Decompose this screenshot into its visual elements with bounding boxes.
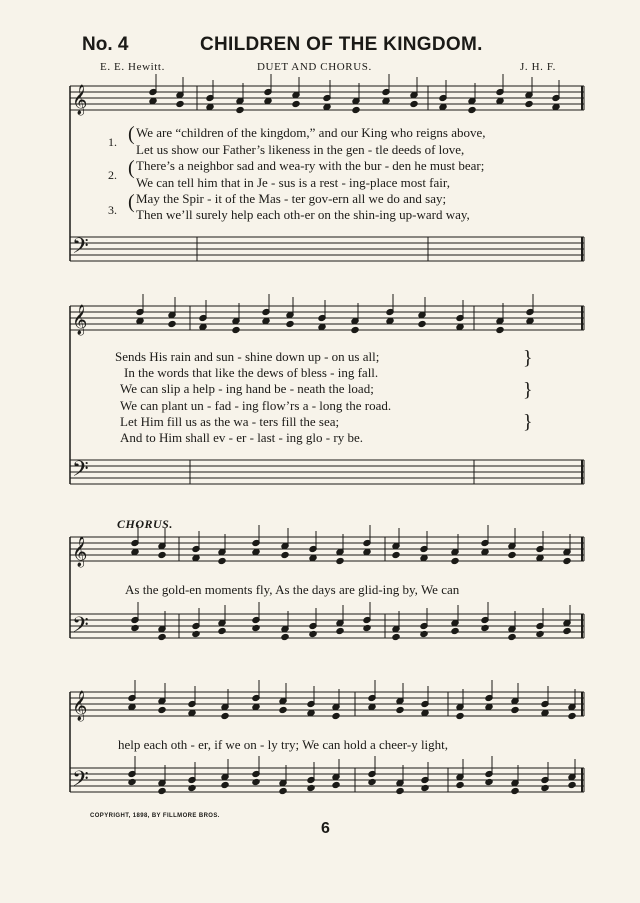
note-head	[536, 554, 544, 561]
note-head	[221, 781, 229, 788]
clef-glyph: 𝄢	[72, 457, 89, 487]
note-head	[568, 712, 576, 719]
verse-brace: (	[128, 157, 135, 179]
verse-line: We are “children of the kingdom,” and our King who reigns above,	[136, 125, 486, 140]
note-head	[131, 548, 139, 555]
note-head	[252, 703, 260, 710]
note-head	[352, 106, 360, 113]
chorus-label: CHORUS.	[117, 517, 173, 531]
note-head	[199, 323, 207, 330]
chorus-lyric-line: As the gold-en moments fly, As the days are glid-ing by, We can	[125, 582, 460, 597]
verse-number-3: 3.	[108, 203, 117, 217]
clef-glyph: 𝄢	[72, 234, 89, 264]
note-head	[336, 557, 344, 564]
note-head	[420, 554, 428, 561]
clef-glyph: 𝄞	[72, 305, 88, 335]
note-head	[368, 703, 376, 710]
note-head	[526, 317, 534, 324]
note-head	[192, 554, 200, 561]
clef-glyph: 𝄞	[72, 537, 88, 567]
verse-brace: }	[523, 379, 533, 401]
note-head	[541, 709, 549, 716]
note-head	[456, 323, 464, 330]
note-head	[439, 103, 447, 110]
note-head	[508, 551, 516, 558]
note-head	[386, 317, 394, 324]
note-head	[351, 326, 359, 333]
note-head	[279, 787, 287, 794]
note-head	[176, 100, 184, 107]
note-head	[252, 548, 260, 555]
note-head	[456, 781, 464, 788]
note-head	[281, 551, 289, 558]
note-head	[508, 633, 516, 640]
note-head	[218, 627, 226, 634]
note-head	[563, 627, 571, 634]
note-head	[158, 787, 166, 794]
note-head	[496, 97, 504, 104]
verse-line: May the Spir - it of the Mas - ter gov-ern all we do and say;	[136, 191, 447, 206]
note-head	[206, 103, 214, 110]
verse-line: Then we’ll surely help each oth-er on the shin-ing up-ward way,	[136, 207, 470, 222]
note-head	[149, 97, 157, 104]
note-head	[481, 548, 489, 555]
arrangement-label: DUET AND CHORUS.	[257, 61, 372, 73]
note-head	[264, 97, 272, 104]
note-head	[485, 703, 493, 710]
verse-line: There’s a neighbor sad and wea-ry with the bur - den he must bear;	[136, 158, 485, 173]
note-head	[496, 326, 504, 333]
clef-glyph: 𝄞	[72, 691, 88, 721]
verse-brace: }	[523, 347, 533, 369]
composer-credit: J. H. F.	[520, 61, 557, 73]
note-head	[221, 712, 229, 719]
note-head	[418, 320, 426, 327]
note-head	[451, 627, 459, 634]
note-head	[396, 787, 404, 794]
note-head	[158, 551, 166, 558]
verse-number-2: 2.	[108, 168, 117, 182]
verse-line: Sends His rain and sun - shine down up - on us all;	[115, 349, 380, 364]
note-head	[511, 706, 519, 713]
note-head	[168, 320, 176, 327]
verse-brace: (	[128, 123, 135, 145]
verse-line: Let Him fill us as the wa - ters fill the sea;	[120, 414, 340, 429]
note-head	[332, 712, 340, 719]
note-head	[323, 103, 331, 110]
verse-line: Let us show our Father’s likeness in the gen - tle deeds of love,	[136, 142, 465, 157]
note-head	[332, 781, 340, 788]
note-head	[421, 709, 429, 716]
note-head	[468, 106, 476, 113]
note-head	[552, 103, 560, 110]
note-head	[158, 633, 166, 640]
note-head	[392, 633, 400, 640]
note-head	[451, 557, 459, 564]
hymn-title: CHILDREN OF THE KINGDOM.	[200, 34, 483, 55]
clef-glyph: 𝄢	[72, 767, 89, 797]
note-head	[568, 781, 576, 788]
verse-line: And to Him shall ev - er - last - ing glo - ry be.	[120, 430, 363, 445]
note-head	[410, 100, 418, 107]
copyright-notice: COPYRIGHT, 1898, BY FILLMORE BROS.	[90, 813, 220, 819]
verse-line: We can slip a help - ing hand be - neath the load;	[120, 381, 374, 396]
note-head	[218, 557, 226, 564]
note-head	[286, 320, 294, 327]
verse-number-1: 1.	[108, 135, 117, 149]
note-head	[292, 100, 300, 107]
verse-line: We can plant un - fad - ing flow’rs a - long the road.	[120, 398, 392, 413]
verse-line: We can tell him that in Je - sus is a rest - ing-place most fair,	[136, 175, 450, 190]
note-head	[511, 787, 519, 794]
note-head	[392, 551, 400, 558]
note-head	[128, 703, 136, 710]
note-head	[281, 633, 289, 640]
verse-brace: }	[523, 411, 533, 433]
note-head	[307, 709, 315, 716]
verse-line: In the words that like the dews of bless - ing fall.	[124, 365, 379, 380]
note-head	[525, 100, 533, 107]
note-head	[158, 706, 166, 713]
note-head	[136, 317, 144, 324]
note-head	[232, 326, 240, 333]
note-head	[236, 106, 244, 113]
clef-glyph: 𝄢	[72, 613, 89, 643]
note-head	[279, 706, 287, 713]
note-head	[309, 554, 317, 561]
chorus-lyric-line: help each oth - er, if we on - ly try; We can hold a cheer-y light,	[118, 737, 449, 752]
note-head	[188, 709, 196, 716]
clef-glyph: 𝄞	[72, 85, 88, 115]
note-head	[563, 557, 571, 564]
note-head	[396, 706, 404, 713]
hymn-number: No. 4	[82, 34, 129, 55]
verse-brace: (	[128, 191, 135, 213]
author-credit: E. E. Hewitt.	[100, 61, 165, 73]
note-head	[363, 548, 371, 555]
note-head	[336, 627, 344, 634]
note-head	[382, 97, 390, 104]
page-number: 6	[321, 820, 330, 837]
note-head	[262, 317, 270, 324]
note-head	[456, 712, 464, 719]
note-head	[318, 323, 326, 330]
